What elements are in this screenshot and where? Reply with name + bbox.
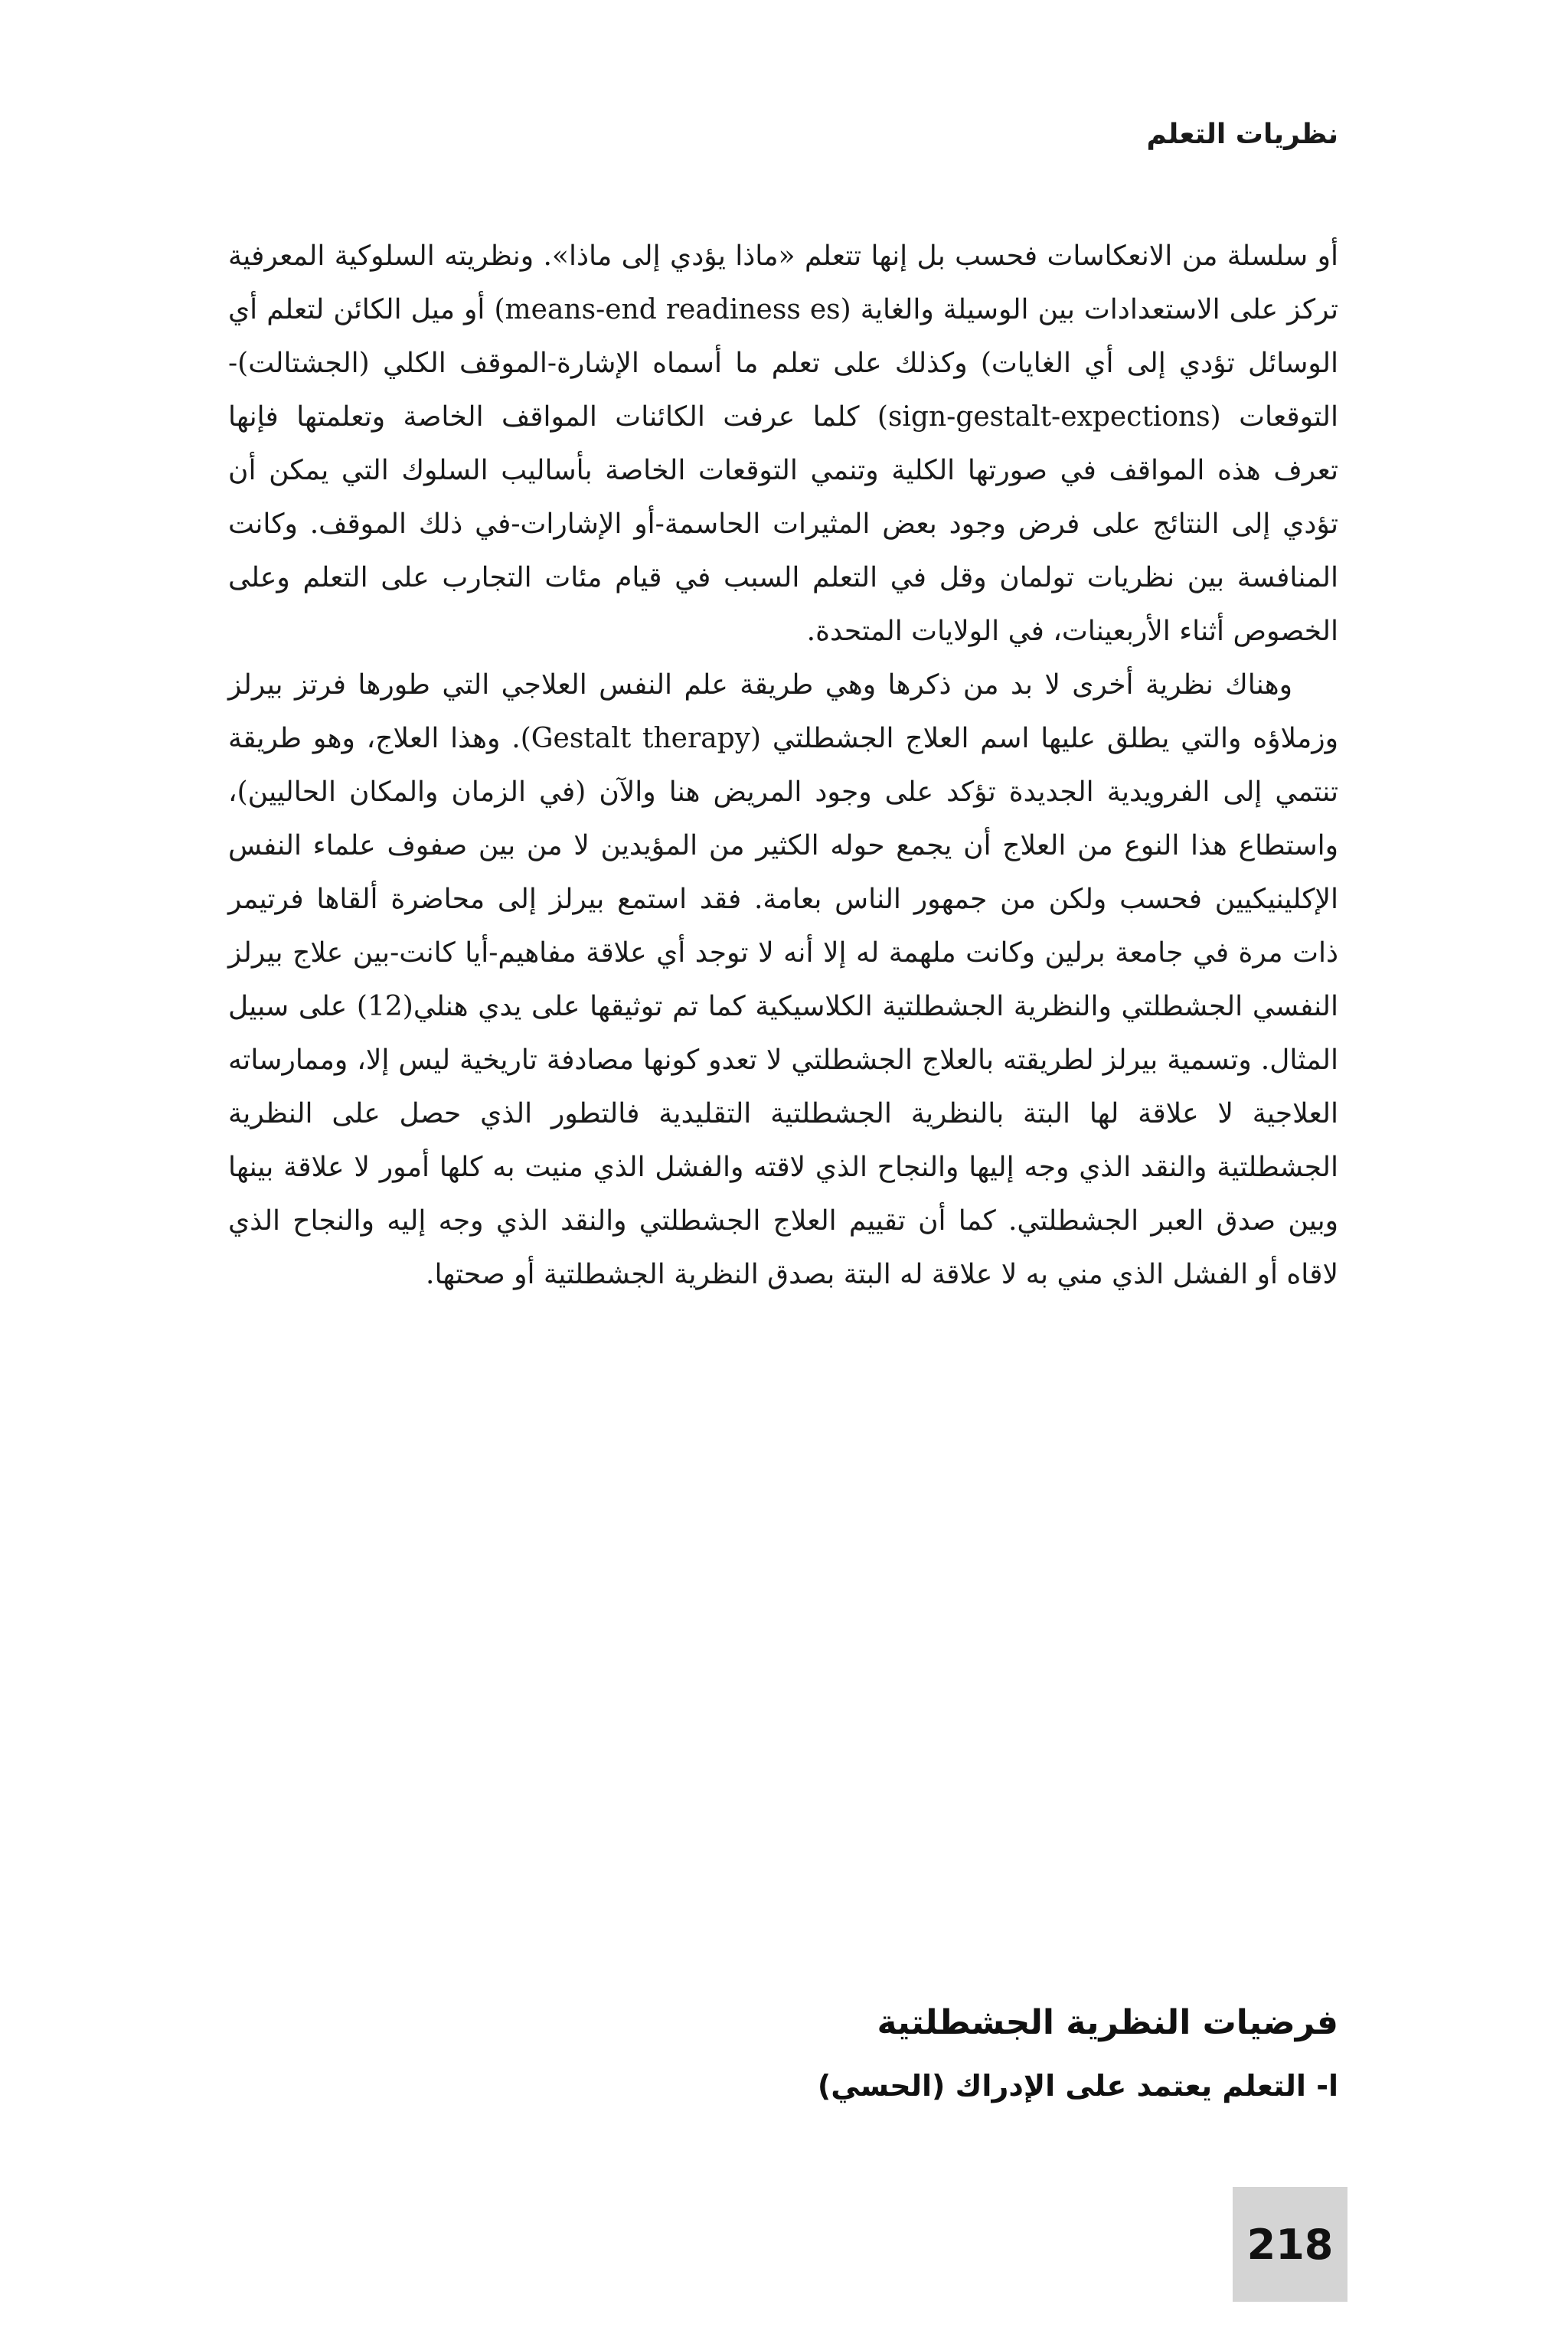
- paragraph-1: أو سلسلة من الانعكاسات فحسب بل إنها تتعلم «ماذا يؤدي إلى ماذا». ونظريته السلوكية المعرفية تركز على الاستعدادات بين الوسيلة والغاية (means-end readiness es) أو ميل الكائن لتعلم أي الوسائل تؤدي إلى أي الغايات) وكذلك على تعلم ما أسماه الإشارة-الموقف الكلي (الجشتالت)-التوقعات (sign-gestalt-expections) كلما عرفت الكائنات المواقف الخاصة وتعلمتها فإنها تعرف هذه المواقف في صورتها الكلية وتنمي التوقعات الخاصة بأساليب السلوك التي يمكن أن تؤدي إلى النتائج على فرض وجود بعض المثيرات الحاسمة-أو الإشارات-في ذلك الموقف. وكانت المنافسة بين نظريات تولمان وقل في التعلم السبب في قيام مئات التجارب على التعلم وعلى الخصوص أثناء الأربعينات، في الولايات المتحدة.: [228, 240, 1339, 647]
- section-subheading: ا- التعلم يعتمد على الإدراك (الحسي): [817, 2069, 1338, 2103]
- page-number: 218: [1246, 2220, 1334, 2269]
- body-text: [228, 230, 1338, 1302]
- page-number-box: [1233, 2187, 1348, 2302]
- section-heading: فرضيات النظرية الجشطلتية: [877, 2003, 1338, 2042]
- paragraph-2: وهناك نظرية أخرى لا بد من ذكرها وهي طريقة علم النفس العلاجي التي طورها فرتز بيرلز وزملاؤه والتي يطلق عليها اسم العلاج الجشطلتي (Gestalt therapy). وهذا العلاج، وهو طريقة تنتمي إلى الفرويدية الجديدة تؤكد على وجود المريض هنا والآن (في الزمان والمكان الحاليين)، واستطاع هذا النوع من العلاج أن يجمع حوله الكثير من المؤيدين لا من بين صفوف علماء النفس الإكلينيكيين فحسب ولكن من جمهور الناس بعامة. فقد استمع بيرلز إلى محاضرة ألقاها فرتيمر ذات مرة في جامعة برلين وكانت ملهمة له إلا أنه لا توجد أي علاقة مفاهيم-أيا كانت-بين علاج بيرلز النفسي الجشطلتي والنظرية الجشطلتية الكلاسيكية كما تم توثيقها على يدي هنلي(12) على سبيل المثال. وتسمية بيرلز لطريقته بالعلاج الجشطلتي لا تعدو كونها مصادفة تاريخية ليس إلا، وممارساته العلاجية لا علاقة لها البتة بالنظرية الجشطلتية التقليدية فالتطور الذي حصل على النظرية الجشطلتية والنقد الذي وجه إليها والنجاح الذي لاقته والفشل الذي منيت به كلها أمور لا علاقة بينها وبين صدق العبر الجشطلتي. كما أن تقييم العلاج الجشطلتي والنقد الذي وجه إليه والنجاح الذي لاقاه أو الفشل الذي مني به لا علاقة له البتة بصدق النظرية الجشطلتية أو صحتها.: [228, 669, 1339, 1290]
- running-head-title: نظريات التعلم: [1146, 119, 1338, 150]
